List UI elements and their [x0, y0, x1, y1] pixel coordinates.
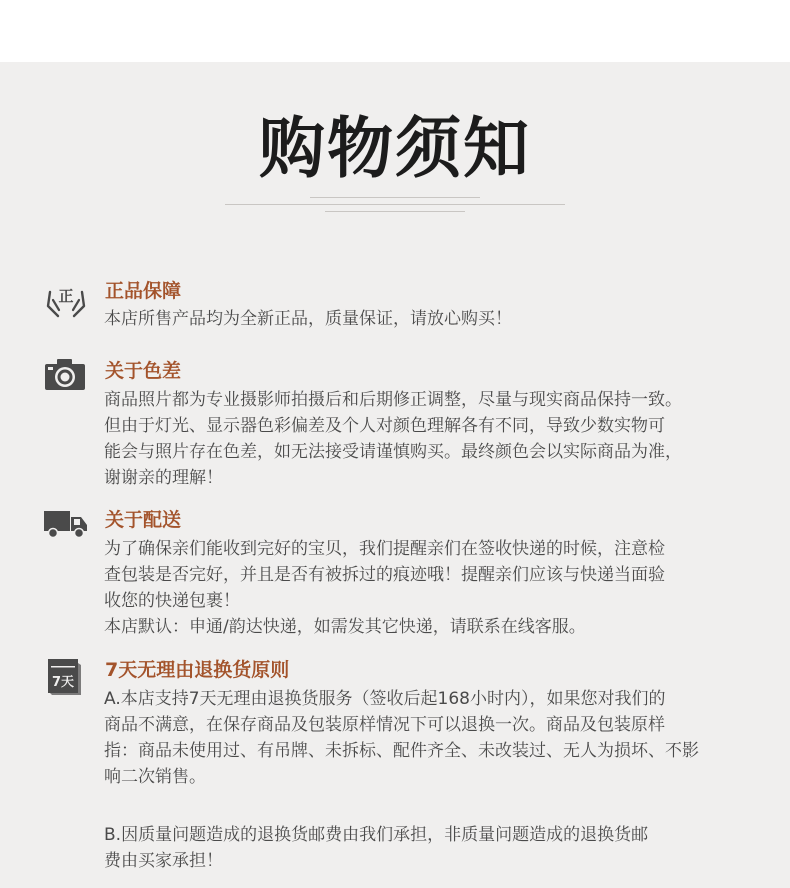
body-line: 本店所售产品均为全新正品，质量保证，请放心购买！: [104, 309, 512, 329]
body-line: A.本店支持7天无理由退换货服务（签收后起168小时内），如果您对我们的: [104, 689, 666, 709]
body-line: 费由买家承担！: [104, 851, 223, 871]
body-line: 指：商品未使用过、有吊牌、未拆标、配件齐全、未改装过、无人为损坏、不影: [104, 741, 699, 761]
section-body: [104, 536, 780, 640]
calendar-7-icon: [44, 657, 88, 697]
body-line: 收您的快递包裹！: [104, 591, 240, 611]
body-line: 商品不满意，在保存商品及包装原样情况下可以退换一次。商品及包装原样: [104, 715, 665, 735]
hands-zheng-icon: [44, 280, 88, 320]
top-band: [0, 0, 790, 62]
body-line: 谢谢亲的理解！: [104, 468, 223, 488]
section-title: 关于配送: [105, 509, 182, 531]
section-body: [104, 686, 780, 874]
camera-icon: [44, 356, 88, 396]
body-line: 响二次销售。: [104, 767, 206, 787]
body-line: 为了确保亲们能收到完好的宝贝，我们提醒亲们在签收快递的时候，注意检: [104, 539, 665, 559]
body-line: 商品照片都为专业摄影师拍摄后和后期修正调整，尽量与现实商品保持一致。: [104, 390, 682, 410]
svg-text:7天: 7天: [51, 675, 75, 690]
page-title: 购物须知: [259, 109, 531, 187]
body-line: B.因质量问题造成的退换货邮费由我们承担，非质量问题造成的退换货邮: [104, 825, 649, 845]
body-line: 但由于灯光、显示器色彩偏差及个人对颜色理解各有不同，导致少数实物可: [104, 416, 665, 436]
title-decoration: [225, 195, 565, 219]
section-title: 7天无理由退换货原则: [105, 659, 290, 681]
body-line: 能会与照片存在色差，如无法接受请谨慎购买。最终颜色会以实际商品为准，: [104, 442, 682, 462]
section-body: [104, 306, 780, 332]
body-line: 本店默认：申通/韵达快递，如需发其它快递，请联系在线客服。: [104, 617, 586, 637]
body-line: 查包装是否完好，并且是否有被拆过的痕迹哦！提醒亲们应该与快递当面验: [104, 565, 665, 585]
section-title: 正品保障: [105, 280, 182, 302]
truck-icon: [44, 505, 88, 545]
svg-text:正: 正: [58, 287, 74, 305]
body-line: [104, 790, 780, 816]
section-title: 关于色差: [105, 360, 182, 382]
section-body: [104, 387, 780, 491]
